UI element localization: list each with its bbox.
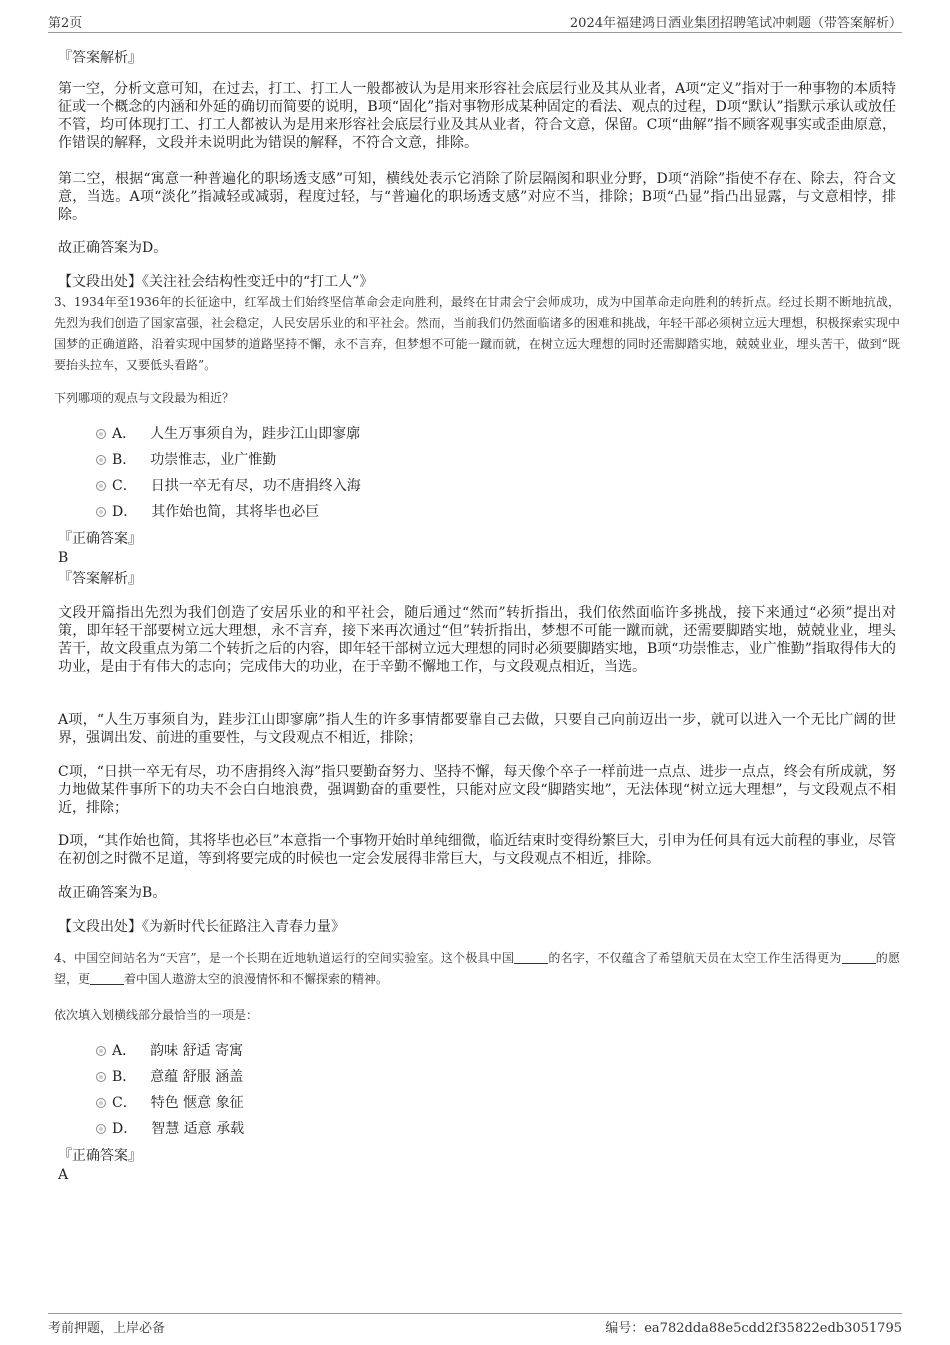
analysis-paragraph: C项，“日拱一卒无有尽，功不唐捐终入海”指只要勤奋努力、坚持不懈，每天像个卒子一样前进一点点、进步一点点，终会有所成就，努力地做某件事所下的功夫不会白白地浪费，强调勤奋的重要性，只能对应文段“脚踏实地”，无法体现“树立远大理想”，与文段观点不相近，排除； <box>58 764 896 816</box>
question-ask: 依次填入划横线部分最恰当的一项是： <box>54 1008 259 1022</box>
option-c[interactable]: C． 日拱一卒无有尽，功不唐捐终入海 <box>96 477 361 495</box>
conclusion: 故正确答案为D。 <box>58 240 168 256</box>
option-b[interactable]: B． 意蕴 舒服 涵盖 <box>96 1068 243 1086</box>
blank-1 <box>514 951 548 964</box>
blank-3 <box>90 972 124 985</box>
radio-icon[interactable] <box>96 1072 106 1082</box>
correct-answer-label: 『正确答案』 <box>58 531 142 547</box>
blank-2 <box>842 951 876 964</box>
passage-source: 【文段出处】《关注社会结构性变迁中的“打工人”》 <box>58 274 374 290</box>
correct-answer: A <box>58 1167 69 1183</box>
option-c[interactable]: C． 特色 惬意 象征 <box>96 1094 244 1112</box>
radio-icon[interactable] <box>96 429 106 439</box>
question-stem: 4、中国空间站名为“天宫”，是一个长期在近地轨道运行的空间实验室。这个极具中国 的名字，不仅蕴含了希望航天员在太空工作生活得更为 的愿望，更 着中国人遨游太空的浪漫情怀和不懈探索的精神。 <box>54 951 900 986</box>
correct-answer-label: 『正确答案』 <box>58 1148 142 1164</box>
radio-icon[interactable] <box>96 1046 106 1056</box>
analysis-paragraph: 文段开篇指出先烈为我们创造了安居乐业的和平社会，随后通过“然而”转折指出，我们依然面临许多挑战，接下来通过“必须”提出对策，即年轻干部要树立远大理想，永不言弃，接下来再次通过“但”转折指出，梦想不可能一蹴而就，还需要脚踏实地，兢兢业业，埋头苦干，故文段重点为第二个转折之后的内容，即年轻干部树立远大理想的同时必须要脚踏实地，B项“功崇惟志，业广惟勤”指取得伟大的功业，是由于有伟大的志向；完成伟大的功业，在于辛勤不懈地工作，与文段观点相近，当选。 <box>58 605 896 675</box>
correct-answer: B <box>58 550 69 566</box>
footer-slogan: 考前押题，上岸必备 <box>48 1321 166 1336</box>
radio-icon[interactable] <box>96 455 106 465</box>
option-a[interactable]: A． 韵味 舒适 寄寓 <box>96 1042 243 1060</box>
passage-source: 【文段出处】《为新时代长征路注入青春力量》 <box>58 919 345 935</box>
document-id: 编号：ea782dda88e5cdd2f35822edb3051795 <box>605 1321 902 1336</box>
page-header <box>48 12 902 33</box>
page-number: 第2页 <box>48 16 83 31</box>
option-d[interactable]: D． 其作始也简，其将毕也必巨 <box>96 503 319 521</box>
conclusion: 故正确答案为B。 <box>58 885 167 901</box>
option-d[interactable]: D． 智慧 适意 承载 <box>96 1120 244 1138</box>
question-ask: 下列哪项的观点与文段最为相近？ <box>54 391 235 405</box>
analysis-paragraph: 第二空，根据“寓意一种普遍化的职场透支感”可知，横线处表示它消除了阶层隔阂和职业分野，D项“消除”指使不存在、除去，符合文意，当选。A项“淡化”指减轻或减弱，程度过轻，与“普遍化的职场透支感”对应不当，排除；B项“凸显”指凸出显露，与文意相悖，排除。 <box>58 171 896 223</box>
option-b[interactable]: B． 功崇惟志，业广惟勤 <box>96 451 276 469</box>
document-title: 2024年福建鸿日酒业集团招聘笔试冲刺题（带答案解析） <box>569 16 902 31</box>
radio-icon[interactable] <box>96 507 106 517</box>
question-stem: 3、1934年至1936年的长征途中，红军战士们始终坚信革命会走向胜利，最终在甘肃会宁会师成功，成为中国革命走向胜利的转折点。经过长期不断地抗战，先烈为我们创造了国家富强，社会稳定，人民安居乐业的和平社会。然而，当前我们仍然面临诸多的困难和挑战，年轻干部必须树立远大理想，积极探索实现中国梦的正确道路，沿着实现中国梦的道路坚持不懈，永不言弃，但梦想不可能一蹴而就，在树立远大理想的同时还需脚踏实地，兢兢业业，埋头苦干，做到“既要抬头拉车，又要低头看路”。 <box>54 295 900 372</box>
radio-icon[interactable] <box>96 481 106 491</box>
analysis-paragraph: A项，“人生万事须自为，跬步江山即寥廓”指人生的许多事情都要靠自己去做，只要自己向前迈出一步，就可以进入一个无比广阔的世界，强调出发、前进的重要性，与文段观点不相近，排除； <box>58 712 896 746</box>
analysis-paragraph: 第一空，分析文意可知，在过去，打工、打工人一般都被认为是用来形容社会底层行业及其从业者，A项“定义”指对于一种事物的本质特征或一个概念的内涵和外延的确切而简要的说明，B项“固化”指对事物形成某种固定的看法、观点的过程，D项“默认”指默示承认或放任不管，均可体现打工、打工人都被认为是用来形容社会底层行业及其从业者，符合文意，保留。C项“曲解”指不顾客观事实或歪曲原意，作错误的解释，文段并未说明此为错误的解释，不符合文意，排除。 <box>58 81 896 151</box>
radio-icon[interactable] <box>96 1098 106 1108</box>
analysis-paragraph: D项，“其作始也简，其将毕也必巨”本意指一个事物开始时单纯细微，临近结束时变得纷繁巨大，引申为任何具有远大前程的事业，尽管在初创之时微不足道，等到将要完成的时候也一定会发展得非常巨大，与文段观点不相近，排除。 <box>58 833 896 867</box>
option-a[interactable]: A． 人生万事须自为，跬步江山即寥廓 <box>96 425 360 443</box>
analysis-label: 『答案解析』 <box>58 571 142 587</box>
radio-icon[interactable] <box>96 1124 106 1134</box>
page-footer <box>48 1313 902 1336</box>
analysis-label: 『答案解析』 <box>58 50 142 66</box>
